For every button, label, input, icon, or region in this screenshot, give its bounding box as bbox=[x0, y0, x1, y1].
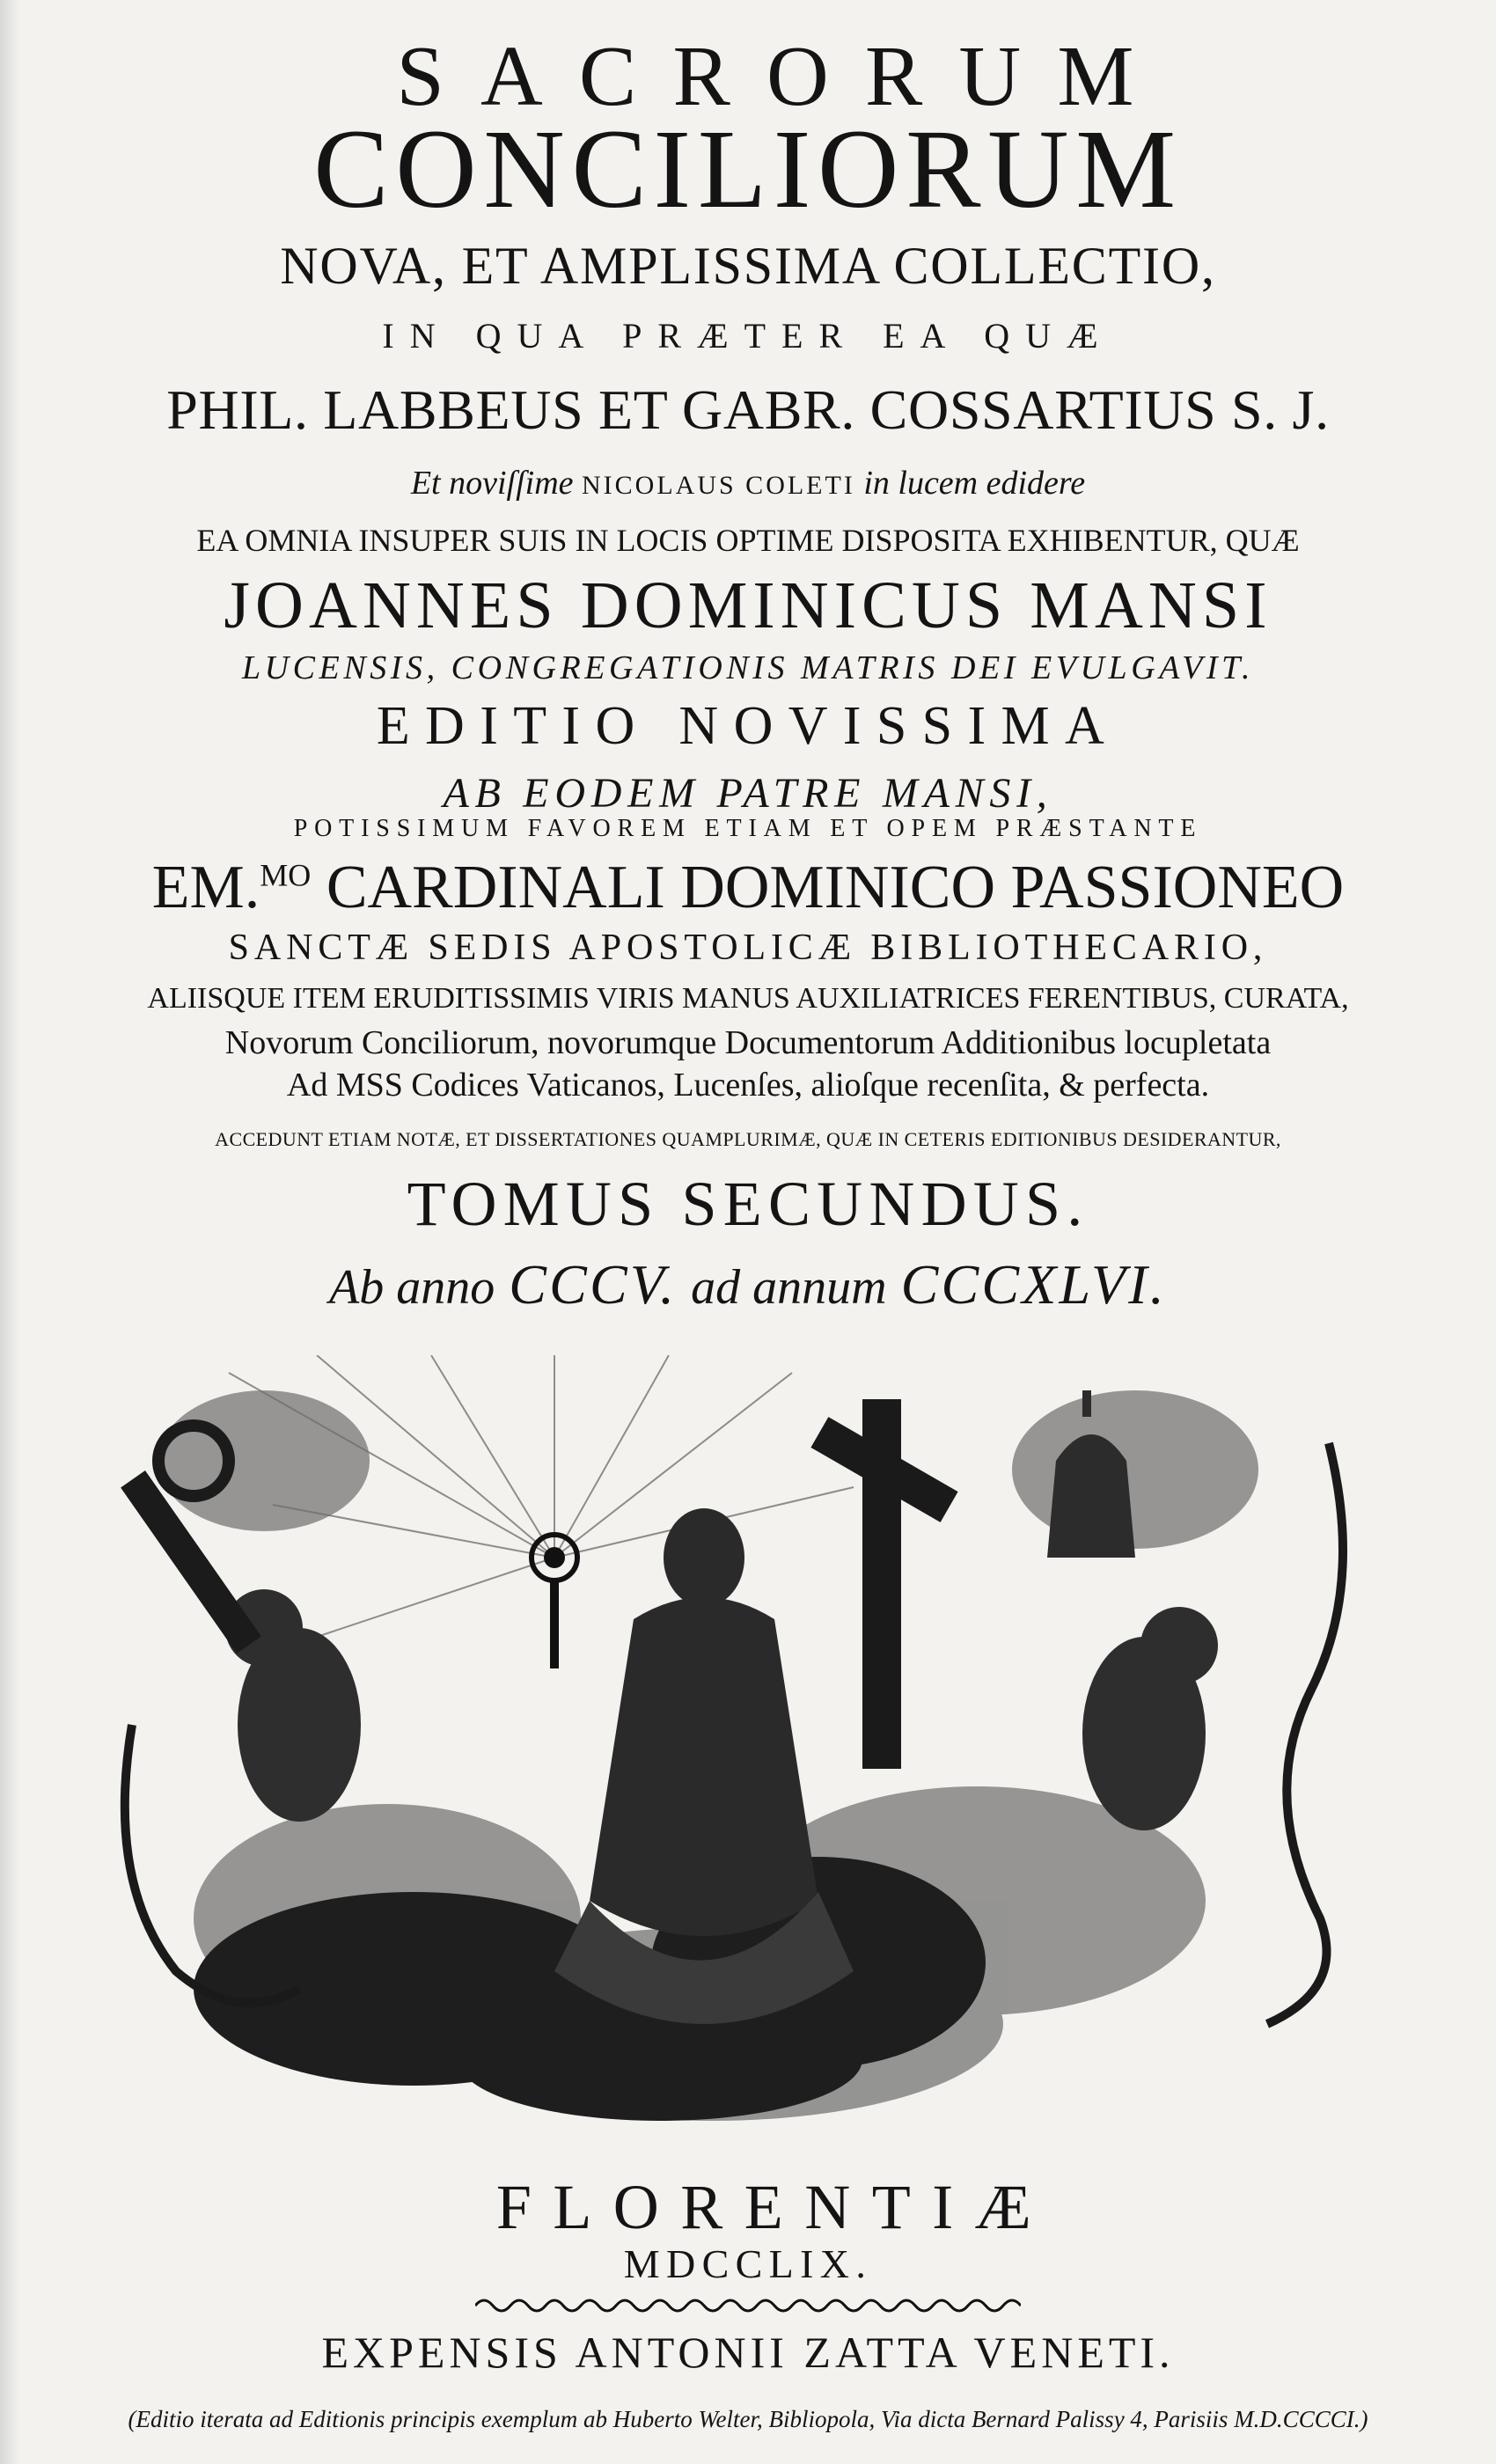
cross bbox=[810, 1399, 957, 1769]
text-in-qua-praeter: IN QUA PRÆTER EA QUÆ bbox=[382, 316, 1114, 356]
text-accedunt: ACCEDUNT ETIAM NOTÆ, ET DISSERTATIONES QUAMPLURIMÆ, QUÆ IN CETERIS EDITIONIBUS DESIDERANTUR, bbox=[215, 1128, 1281, 1150]
text-year: MDCCLIX. bbox=[623, 2241, 873, 2286]
text-tomus-secundus: TOMUS SECUNDUS. bbox=[407, 1169, 1089, 1239]
text-in-lucem: in lucem edidere bbox=[863, 465, 1086, 502]
text-sanctae-sedis: SANCTÆ SEDIS APOSTOLICÆ BIBLIOTHECARIO, bbox=[228, 928, 1268, 968]
text-potissimum: POTISSIMUM FAVOREM ETIAM ET OPEM PRÆSTANTE bbox=[293, 815, 1203, 842]
text-labbeus-cossartius: PHIL. LABBEUS ET GABR. COSSARTIUS S. J. bbox=[166, 378, 1330, 441]
title-line-conciliorum: CONCILIORUM bbox=[313, 106, 1183, 231]
text-nicolaus-coleti: NICOLAUS COLETI bbox=[582, 471, 855, 500]
text-publisher: EXPENSIS ANTONII ZATTA VENETI. bbox=[321, 2328, 1175, 2377]
text-ea-omnia: EA OMNIA INSUPER SUIS IN LOCIS OPTIME DISPOSITA EXHIBENTUR, QUÆ bbox=[196, 523, 1300, 558]
text-coleti-line bbox=[0, 466, 1496, 500]
text-ad-annum: ad annum bbox=[691, 1260, 887, 1315]
text-cccxlvi: CCCXLVI. bbox=[900, 1253, 1167, 1316]
text-ad-mss-codices: Ad MSS Codices Vaticanos, Lucenſes, alioſque recenſita, & perfecta. bbox=[286, 1067, 1210, 1104]
title-line-sacrorum: SACRORUM bbox=[396, 29, 1170, 124]
text-em-sup: MO bbox=[260, 857, 312, 893]
text-cccv: CCCV. bbox=[509, 1253, 678, 1316]
text-editio-novissima: EDITIO NOVISSIMA bbox=[376, 696, 1120, 756]
text-novorum-conciliorum: Novorum Conciliorum, novorumque Documentorum Additionibus locupletata bbox=[224, 1024, 1272, 1061]
text-year-range bbox=[0, 1253, 1496, 1316]
text-cardinali-passioneo: CARDINALI DOMINICO PASSIONEO bbox=[326, 854, 1345, 921]
text-ab-anno: Ab anno bbox=[329, 1260, 495, 1315]
text-lucensis: LUCENSIS, CONGREGATIONIS MATRIS DEI EVULGAVIT. bbox=[241, 649, 1255, 686]
text-florentiae: FLORENTIÆ bbox=[495, 2172, 1053, 2242]
subtitle-nova-collectio: NOVA, ET AMPLISSIMA COLLECTIO, bbox=[280, 237, 1216, 295]
text-noviss: Et noviſſime bbox=[410, 465, 574, 502]
text-em: EM. bbox=[151, 854, 260, 921]
ornament-rule bbox=[475, 2295, 1021, 2316]
text-joannes-mansi: JOANNES DOMINICUS MANSI bbox=[224, 568, 1272, 642]
text-ab-eodem: AB EODEM PATRE MANSI, bbox=[443, 770, 1053, 817]
engraved-vignette bbox=[97, 1355, 1364, 2147]
cherub-right bbox=[1082, 1607, 1218, 1830]
text-reprint-note: (Editio iterata ad Editionis principis exemplum ab Huberto Welter, Bibliopola, Via dicta Bernard Palissy 4, Parisiis M.D.CCCCI.) bbox=[128, 2406, 1368, 2432]
text-aliisque: ALIISQUE ITEM ERUDITISSIMIS VIRIS MANUS AUXILIATRICES FERENTIBUS, CURATA, bbox=[147, 982, 1349, 1015]
text-passioneo-line bbox=[0, 854, 1496, 921]
